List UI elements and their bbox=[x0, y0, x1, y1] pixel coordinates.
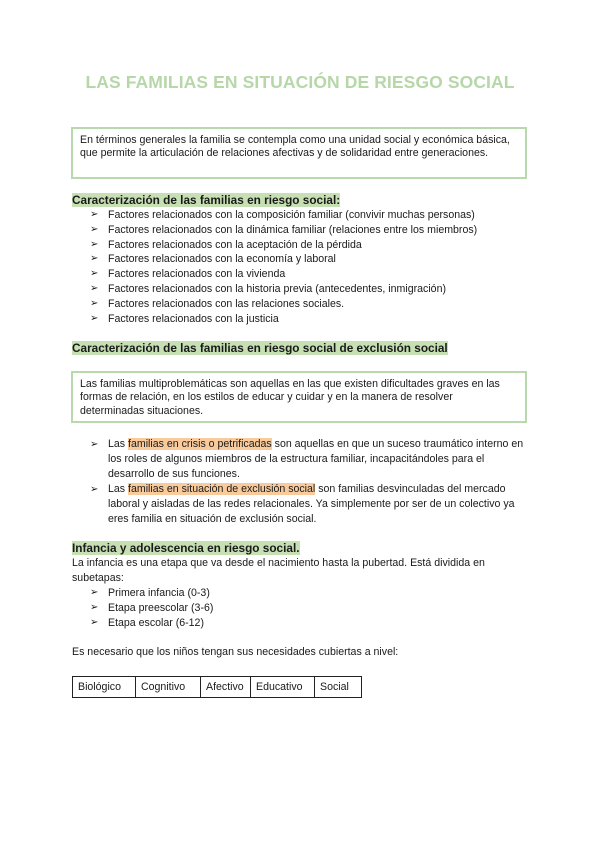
list-item-text: Factores relacionados con la justicia bbox=[108, 312, 279, 325]
section-heading-exclusion bbox=[72, 341, 448, 356]
section-heading-risk-text: Caracterización de las familias en riesgo social: bbox=[72, 193, 341, 207]
table-cell: Cognitivo bbox=[136, 677, 201, 698]
list-item-text: Factores relacionados con la vivienda bbox=[108, 268, 286, 281]
table-cell: Afectivo bbox=[201, 677, 251, 698]
multiproblem-box: Las familias multiproblemáticas son aquellas en las que existen dificultades graves en las formas de relación, en los estilos de educar y cuidar y en la manera de resolver determinadas situaciones. bbox=[71, 371, 527, 423]
list-item-prefix: Las bbox=[108, 483, 129, 495]
table-cell: Social bbox=[315, 677, 362, 698]
list-item bbox=[90, 437, 528, 482]
list-item bbox=[90, 616, 390, 631]
arrow-bullet-icon: ➢ bbox=[90, 253, 99, 265]
arrow-bullet-icon: ➢ bbox=[90, 209, 99, 220]
section-heading-exclusion-text: Caracterización de las familias en riesgo social de exclusión social bbox=[72, 341, 448, 355]
section-heading-childhood-text: Infancia y adolescencia en riesgo social. bbox=[72, 541, 300, 555]
highlighted-term: familias en crisis o petrificadas bbox=[128, 438, 272, 450]
page-title: LAS FAMILIAS EN SITUACIÓN DE RIESGO SOCIAL bbox=[85, 72, 515, 92]
family-types-list bbox=[90, 437, 528, 527]
needs-intro: Es necesario que los niños tengan sus necesidades cubiertas a nivel: bbox=[72, 646, 399, 658]
list-item-text: son aquellas en que un suceso traumático interno en los roles de algunos miembros de la estructura familiar, incapacitándoles para el desarrollo de sus funciones. bbox=[108, 438, 524, 480]
list-item bbox=[90, 601, 390, 616]
arrow-bullet-icon: ➢ bbox=[90, 282, 99, 294]
childhood-intro: La infancia es una etapa que va desde el nacimiento hasta la pubertad. Está dividida en subetapas: bbox=[72, 557, 485, 584]
section-heading-risk bbox=[72, 193, 340, 208]
list-item-text: Factores relacionados con la historia previa (antecedentes, inmigración) bbox=[108, 282, 446, 295]
table-row bbox=[73, 677, 362, 698]
list-item bbox=[90, 482, 528, 527]
table-cell: Biológico bbox=[73, 677, 136, 698]
arrow-bullet-icon: ➢ bbox=[90, 439, 99, 450]
list-item-text: Factores relacionados con la composición familiar (convivir muchas personas) bbox=[108, 209, 475, 221]
list-item bbox=[90, 312, 530, 327]
table-cell: Educativo bbox=[251, 677, 315, 698]
arrow-bullet-icon: ➢ bbox=[90, 223, 99, 235]
list-item-text: Factores relacionados con la aceptación de la pérdida bbox=[108, 238, 362, 251]
list-item bbox=[90, 297, 530, 312]
arrow-bullet-icon: ➢ bbox=[90, 297, 99, 309]
list-item bbox=[90, 238, 530, 253]
highlighted-term: familias en situación de exclusión social bbox=[128, 483, 316, 495]
list-item bbox=[90, 252, 530, 267]
risk-factors-list bbox=[90, 208, 530, 326]
list-item bbox=[90, 282, 530, 297]
section-heading-childhood bbox=[72, 541, 300, 556]
needs-table bbox=[72, 676, 362, 698]
arrow-bullet-icon: ➢ bbox=[90, 238, 99, 250]
list-item-text: Primera infancia (0-3) bbox=[108, 587, 210, 599]
list-item-text: Factores relacionados con la dinámica familiar (relaciones entre los miembros) bbox=[108, 223, 478, 236]
list-item-prefix: Las bbox=[108, 438, 129, 450]
list-item-text: Factores relacionados con la economía y laboral bbox=[108, 253, 336, 266]
list-item-text: son familias desvinculadas del mercado laboral y aisladas de las redes relacionales. Ya simplemente por ser de un colectivo ya eres familia en situación de exclusión social. bbox=[108, 483, 515, 525]
list-item bbox=[90, 208, 530, 223]
list-item bbox=[90, 223, 530, 238]
intro-box: En términos generales la familia se contempla como una unidad social y económica básica, que permite la articulación de relaciones afectivas y de solidaridad entre generaciones. bbox=[71, 127, 527, 179]
list-item-text: Factores relacionados con las relaciones sociales. bbox=[108, 297, 345, 310]
list-item bbox=[90, 267, 530, 282]
arrow-bullet-icon: ➢ bbox=[90, 312, 99, 324]
stages-list bbox=[90, 586, 390, 630]
list-item-text: Etapa escolar (6-12) bbox=[108, 616, 204, 629]
arrow-bullet-icon: ➢ bbox=[90, 601, 99, 613]
arrow-bullet-icon: ➢ bbox=[90, 484, 99, 495]
list-item-text: Etapa preescolar (3-6) bbox=[108, 601, 214, 614]
list-item bbox=[90, 586, 390, 601]
arrow-bullet-icon: ➢ bbox=[90, 268, 99, 280]
arrow-bullet-icon: ➢ bbox=[90, 616, 99, 628]
arrow-bullet-icon: ➢ bbox=[90, 587, 99, 598]
